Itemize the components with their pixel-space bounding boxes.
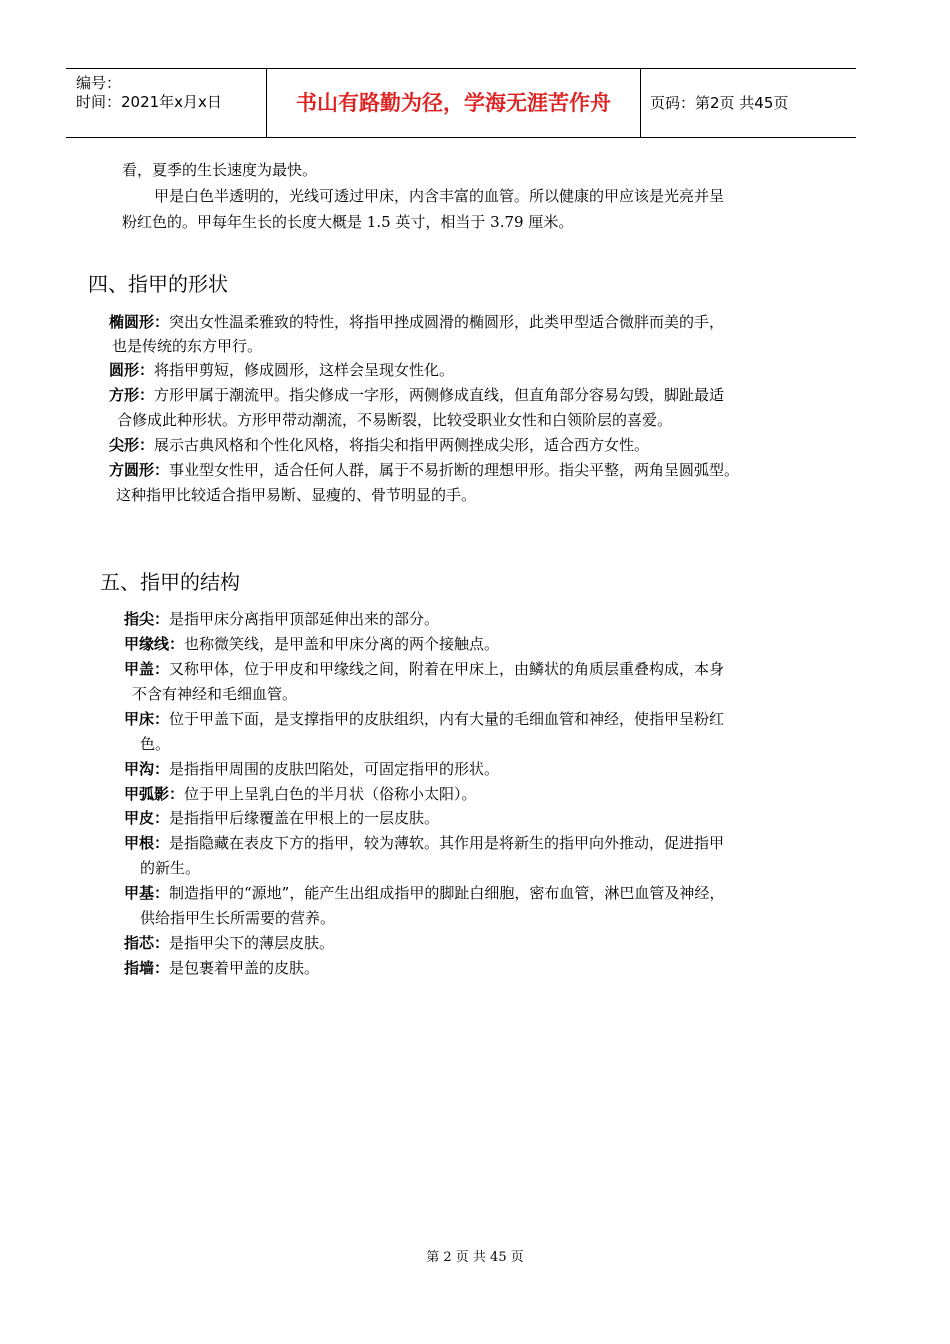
structure-item-cont: 色。: [140, 735, 171, 753]
structure-term: 甲弧影：: [124, 785, 185, 803]
structure-item: [124, 831, 724, 855]
structure-desc: 位于甲盖下面，是支撑指甲的皮肤组织，内有大量的毛细血管和神经，使指甲呈粉红: [169, 710, 725, 728]
structure-item: [124, 657, 724, 681]
structure-desc: 是指甲尖下的薄层皮肤。: [169, 934, 335, 952]
shape-item-round: [109, 358, 454, 382]
shape-item-squoval-cont: 这种指甲比较适合指甲易断、显瘦的、骨节明显的手。: [116, 486, 477, 504]
section-4-heading: 四、指甲的形状: [88, 272, 228, 296]
page-header: [66, 68, 856, 138]
structure-desc: 是指指甲后缘覆盖在甲根上的一层皮肤。: [169, 809, 440, 827]
structure-item-cont: 的新生。: [140, 859, 201, 877]
structure-item-cont: 供给指甲生长所需要的营养。: [140, 909, 336, 927]
header-meta-cell: [66, 69, 267, 137]
structure-item: [124, 806, 439, 830]
structure-item: [124, 632, 499, 656]
shape-term: 方圆形：: [109, 461, 170, 479]
shape-item-pointed: [109, 433, 649, 457]
structure-item: [124, 607, 439, 631]
shape-term: 圆形：: [109, 361, 155, 379]
intro-line-2: 甲是白色半透明的，光线可透过甲床，内含丰富的血管。所以健康的甲应该是光亮并呈: [154, 187, 725, 205]
structure-term: 指芯：: [124, 934, 170, 952]
shape-desc: 方形甲属于潮流甲。指尖修成一字形，两侧修成直线，但直角部分容易勾毁，脚趾最适: [154, 386, 725, 404]
header-motto: 书山有路勤为径，学海无涯苦作舟: [267, 69, 641, 137]
structure-term: 甲床：: [124, 710, 170, 728]
shape-desc: 突出女性温柔雅致的特性，将指甲挫成圆滑的椭圆形，此类甲型适合微胖而美的手，: [169, 313, 725, 331]
structure-item: [124, 956, 319, 980]
structure-desc: 也称微笑线，是甲盖和甲床分离的两个接触点。: [184, 635, 500, 653]
structure-term: 甲根：: [124, 834, 170, 852]
shape-desc: 将指甲剪短，修成圆形，这样会呈现女性化。: [154, 361, 455, 379]
structure-term: 指尖：: [124, 610, 170, 628]
structure-desc: 又称甲体，位于甲皮和甲缘线之间，附着在甲床上，由鳞状的角质层重叠构成，本身: [169, 660, 725, 678]
structure-item: [124, 757, 499, 781]
structure-desc: 是指甲床分离指甲顶部延伸出来的部分。: [169, 610, 440, 628]
structure-desc: 位于甲上呈乳白色的半月状（俗称小太阳）。: [184, 785, 477, 803]
structure-term: 甲皮：: [124, 809, 170, 827]
structure-term: 甲盖：: [124, 660, 170, 678]
shape-item-oval-cont: 也是传统的东方甲行。: [112, 337, 263, 355]
shape-desc: 展示古典风格和个性化风格，将指尖和指甲两侧挫成尖形，适合西方女性。: [154, 436, 650, 454]
shape-item-square: [109, 383, 724, 407]
section-5-heading: 五、指甲的结构: [100, 570, 240, 594]
intro-line-1: 看，夏季的生长速度为最快。: [122, 161, 318, 179]
document-number-label: 编号：: [76, 74, 122, 92]
structure-item: [124, 707, 724, 731]
structure-desc: 是指隐藏在表皮下方的指甲，较为薄软。其作用是将新生的指甲向外推动，促进指甲: [169, 834, 725, 852]
structure-item: [124, 931, 334, 955]
intro-line-3: 粉红色的。甲每年生长的长度大概是 1.5 英寸，相当于 3.79 厘米。: [122, 213, 574, 231]
structure-desc: 是包裹着甲盖的皮肤。: [169, 959, 320, 977]
shape-item-square-cont: 合修成此种形状。方形甲带动潮流，不易断裂，比较受职业女性和白领阶层的喜爱。: [117, 411, 673, 429]
shape-desc: 事业型女性甲，适合任何人群，属于不易折断的理想甲形。指尖平整，两角呈圆弧型。: [169, 461, 740, 479]
shape-item-oval: [109, 310, 724, 334]
structure-item: [124, 881, 724, 905]
shape-term: 椭圆形：: [109, 313, 170, 331]
header-page-label: 页码：第2页 共45页: [650, 94, 789, 112]
structure-desc: 制造指甲的“源地”，能产生出组成指甲的脚趾白细胞，密布血管，淋巴血管及神经，: [169, 884, 725, 902]
structure-term: 甲沟：: [124, 760, 170, 778]
shape-item-squoval: [109, 458, 739, 482]
shape-term: 方形：: [109, 386, 155, 404]
page-footer: 第 2 页 共 45 页: [426, 1250, 524, 1265]
structure-item: [124, 782, 477, 806]
shape-term: 尖形：: [109, 436, 155, 454]
structure-item-cont: 不含有神经和毛细血管。: [132, 685, 298, 703]
structure-term: 甲缘线：: [124, 635, 185, 653]
structure-term: 甲基：: [124, 884, 170, 902]
document-time-label: 时间：2021年x月x日: [76, 93, 222, 111]
structure-desc: 是指指甲周围的皮肤凹陷处，可固定指甲的形状。: [169, 760, 500, 778]
structure-term: 指墙：: [124, 959, 170, 977]
